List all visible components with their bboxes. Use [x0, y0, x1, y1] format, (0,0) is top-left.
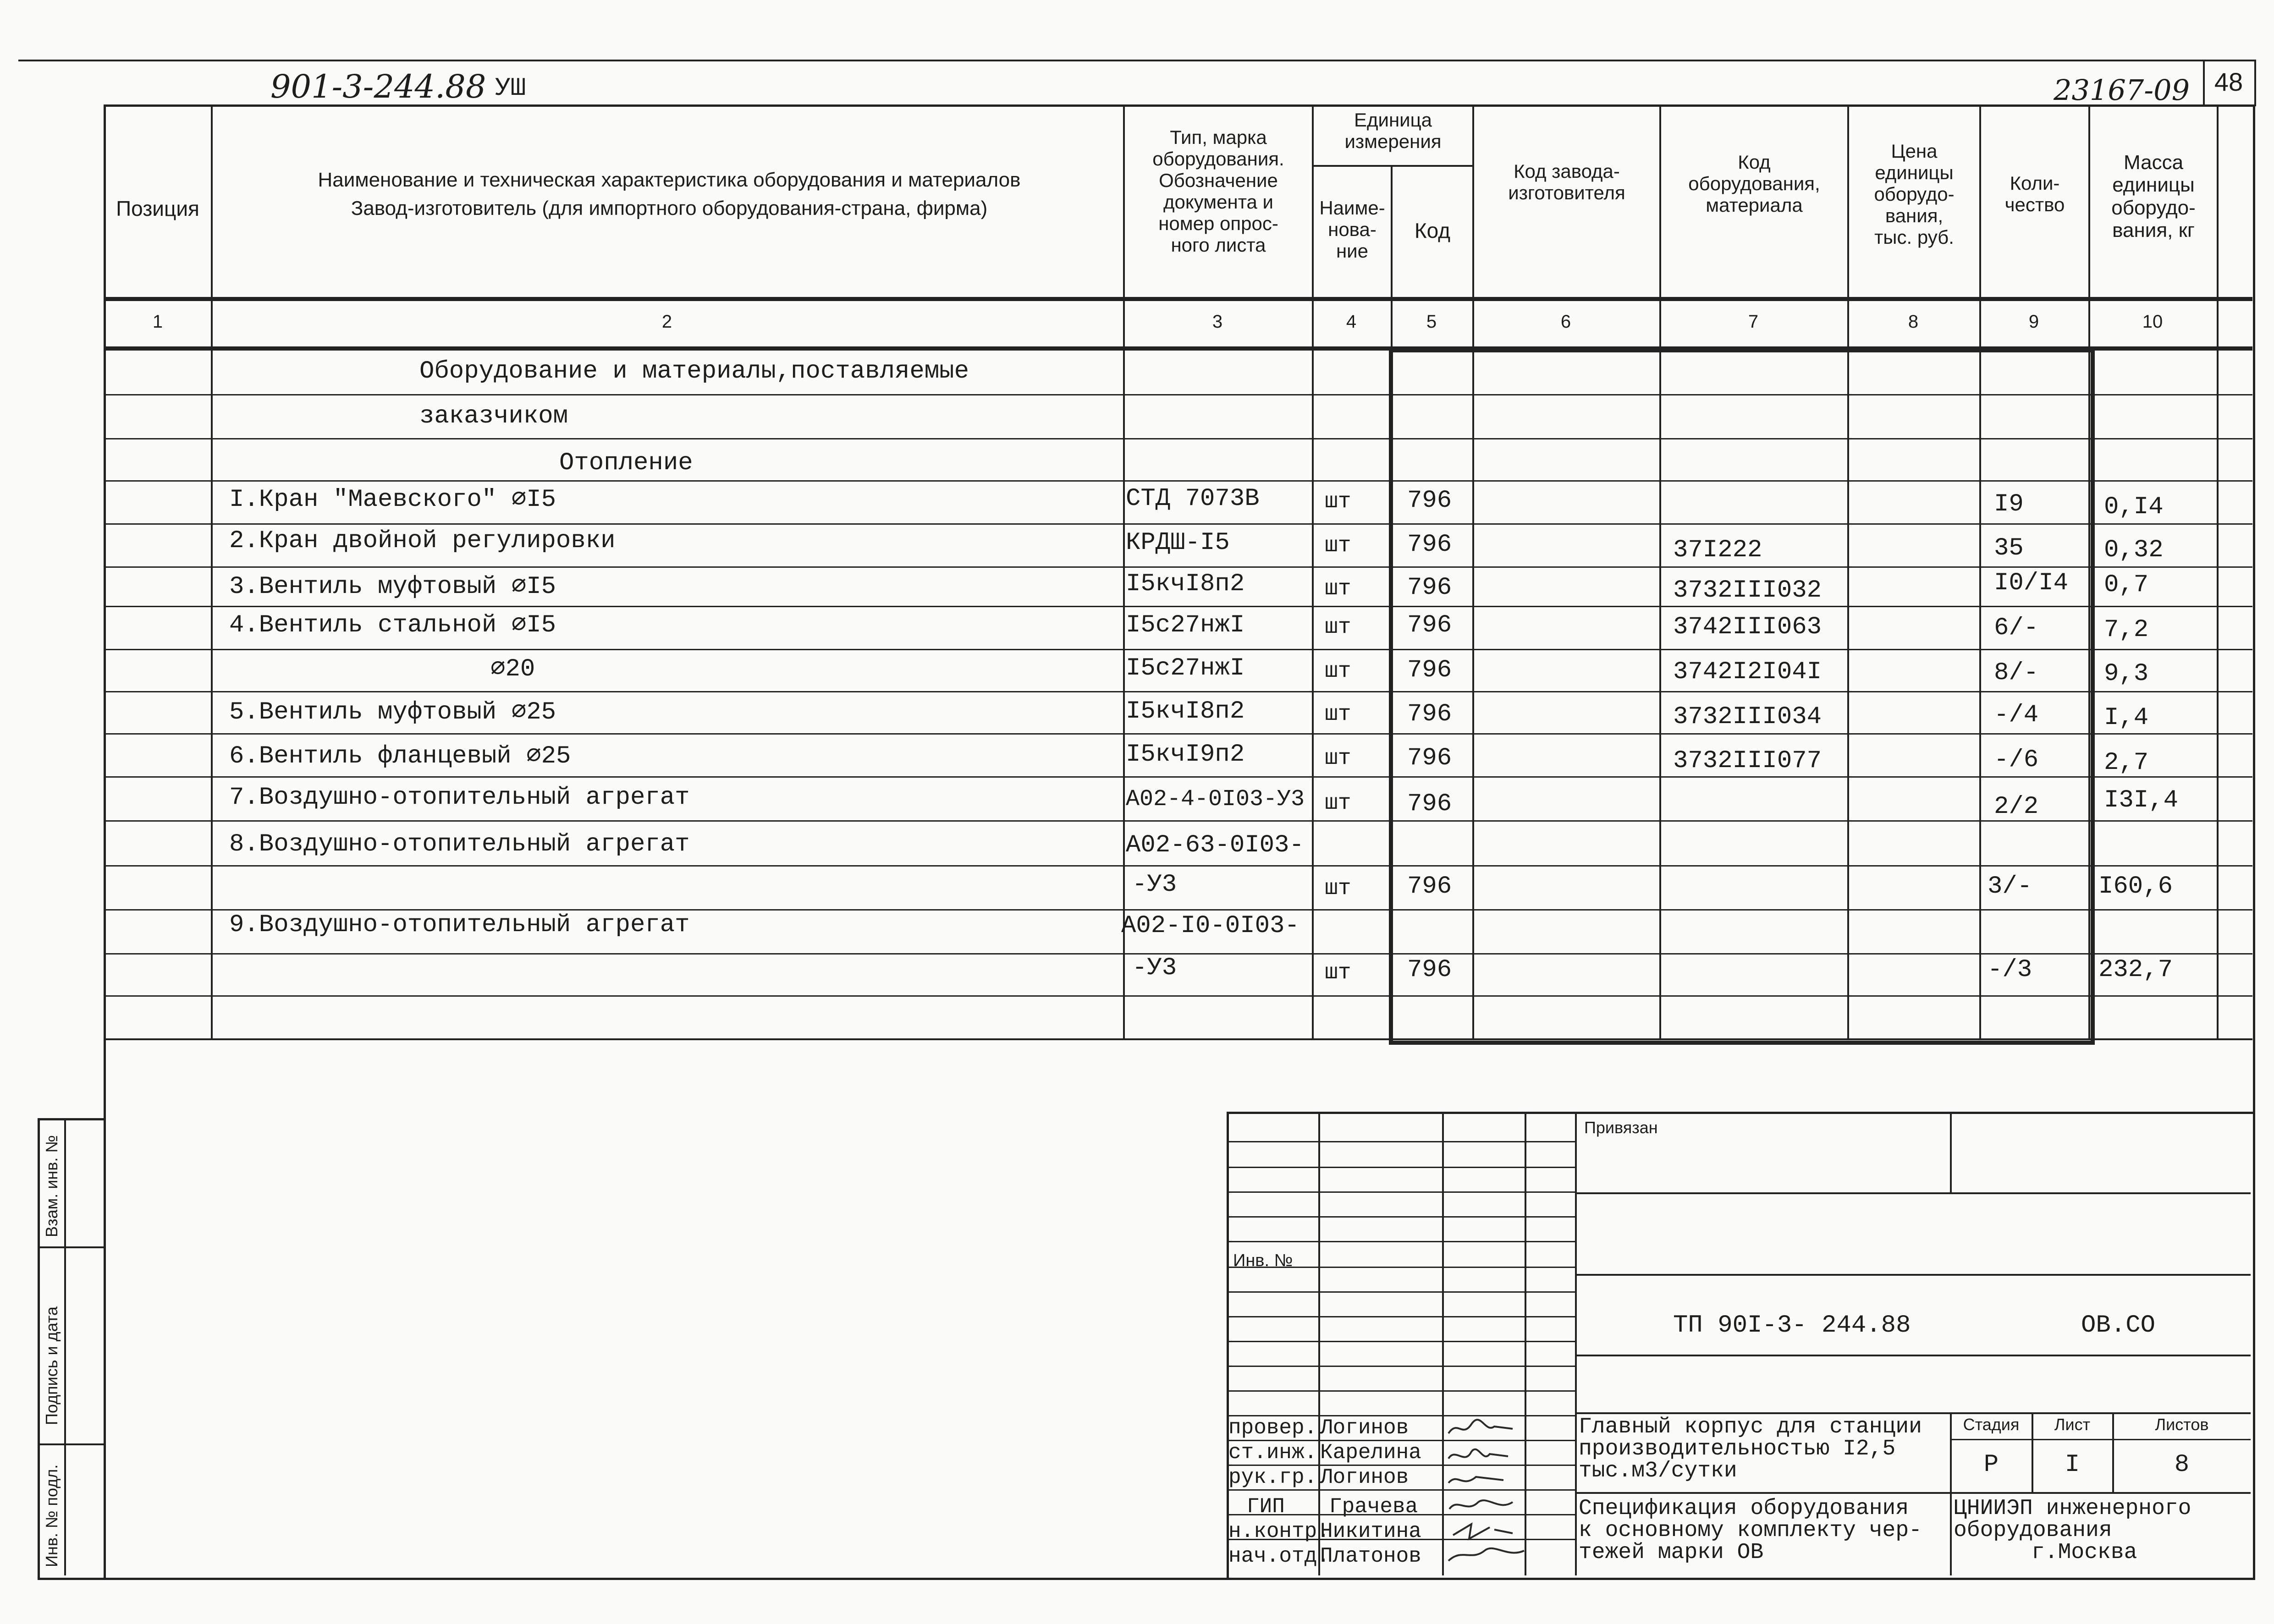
row-rule	[104, 995, 2252, 997]
signatory-name: Логинов	[1320, 1416, 1409, 1440]
album-mark: УШ	[495, 73, 526, 103]
col-header-quantity: Коли- чество	[2004, 172, 2065, 216]
item-mass: 0,I4	[2104, 493, 2164, 521]
item-type: СТД 7073В	[1126, 485, 1260, 513]
col-divider	[2217, 104, 2219, 1039]
item-quantity: 3/-	[1988, 872, 2032, 900]
section-heading: заказчиком	[419, 402, 568, 430]
item-unit-code: 796	[1407, 656, 1452, 684]
item-quantity: -/4	[1994, 701, 2039, 729]
sheets-label: Листов	[2155, 1415, 2209, 1434]
item-type: I5с27нжI	[1126, 654, 1245, 682]
item-unit: шт	[1325, 702, 1351, 727]
item-name: 6.Вентиль фланцевый ⌀25	[229, 742, 571, 770]
row-rule	[104, 733, 2252, 735]
stamp-divider	[1575, 1112, 1577, 1575]
item-quantity: 2/2	[1994, 793, 2039, 821]
col-header-equipment-code: Код оборудования, материала	[1688, 151, 1820, 216]
item-mass: I3I,4	[2104, 786, 2179, 814]
stamp-divider	[1950, 1112, 1952, 1194]
signatory-name: Карелина	[1320, 1441, 1421, 1465]
item-unit-code: 796	[1407, 790, 1452, 818]
col-header-maker-code: Код завода- изготовителя	[1508, 160, 1625, 204]
item-unit: шт	[1325, 576, 1351, 601]
col-number: 10	[2142, 312, 2163, 332]
item-unit-code: 796	[1407, 744, 1452, 772]
item-unit: шт	[1325, 659, 1351, 684]
object-title: Главный корпус для станции производительностью I2,5 тыс.м3/сутки	[1579, 1415, 1922, 1483]
col-number: 9	[2028, 312, 2039, 332]
stamp-divider	[1950, 1412, 1952, 1575]
top-rule	[18, 60, 2255, 61]
doc-code-handwritten: 901-3-244.88	[270, 68, 486, 105]
row-rule	[104, 649, 2252, 650]
col-header-unit-group: Единица измерения	[1344, 109, 1442, 153]
item-mass: 0,7	[2104, 571, 2149, 599]
row-rule	[104, 953, 2252, 955]
project-code: ТП 90I-3- 244.88	[1673, 1311, 1911, 1339]
item-quantity: 6/-	[1994, 614, 2039, 642]
item-quantity: I0/I4	[1994, 569, 2069, 597]
item-mass: I60,6	[2098, 872, 2173, 900]
stage-value: Р	[1983, 1451, 1999, 1479]
item-name: 2.Кран двойной регулировки	[229, 527, 616, 555]
signatory-role: провер.	[1228, 1416, 1317, 1440]
row-rule	[104, 865, 2252, 867]
side-label-replacement: Взам. инв. №	[42, 1135, 61, 1237]
sheet-value: I	[2065, 1451, 2080, 1479]
item-type: -У3	[1132, 871, 1177, 899]
item-equipment-code: 3742I2I04I	[1673, 658, 1822, 686]
item-name: 8.Воздушно-отопительный агрегат	[229, 830, 690, 858]
col-divider	[211, 104, 213, 1039]
item-type: I5кчI8п2	[1126, 697, 1245, 725]
stamp-rule	[1227, 1141, 1575, 1142]
inventory-label: Инв. №	[1233, 1251, 1293, 1270]
item-name: 4.Вентиль стальной ⌀I5	[229, 611, 556, 639]
item-unit: шт	[1325, 489, 1351, 514]
stamp-rule	[1950, 1439, 2251, 1440]
stamp-rule	[1227, 1291, 1575, 1293]
item-unit: шт	[1325, 876, 1351, 901]
sheet-number: 48	[2214, 67, 2243, 96]
signatory-role: рук.гр.	[1228, 1465, 1317, 1489]
col-header-mass: Масса единицы оборудо- вания, кг	[2111, 151, 2196, 241]
item-equipment-code: 37I222	[1673, 536, 1762, 564]
item-unit-code: 796	[1407, 531, 1452, 559]
col-number: 2	[661, 312, 672, 332]
stamp-rule	[1227, 1366, 1575, 1367]
side-strip-divider	[38, 1246, 104, 1248]
item-type: А02-4-0I03-У3	[1126, 786, 1305, 812]
organization: ЦНИИЭП инженерного оборудования г.Москва	[1954, 1496, 2191, 1565]
sheet-title: Спецификация оборудования к основному комплекту чер- тежей марки ОВ	[1579, 1496, 1922, 1565]
item-unit: шт	[1325, 533, 1351, 558]
col-header-unit-code: Код	[1414, 219, 1451, 242]
inventory-handwritten: 23167-09	[2054, 73, 2190, 107]
side-strip-divider	[64, 1118, 66, 1575]
item-equipment-code: 3732III077	[1673, 747, 1822, 775]
item-mass: 2,7	[2104, 749, 2149, 777]
side-label-signature-date: Подпись и дата	[42, 1306, 61, 1425]
row-rule	[104, 394, 2252, 395]
item-unit: шт	[1325, 791, 1351, 816]
signatory-role: нач.отд.	[1228, 1544, 1330, 1568]
item-unit: шт	[1325, 960, 1351, 985]
item-equipment-code: 3732III034	[1673, 703, 1822, 731]
item-type: КРДШ-I5	[1126, 529, 1230, 557]
stamp-rule	[1575, 1192, 2251, 1194]
row-rule	[104, 438, 2252, 439]
col-header-unit-name: Наиме- нова- ние	[1319, 197, 1385, 262]
item-mass: 7,2	[2104, 616, 2149, 644]
item-name: 5.Вентиль муфтовый ⌀25	[229, 698, 556, 726]
item-quantity: -/6	[1994, 746, 2039, 774]
item-name: 7.Воздушно-отопительный агрегат	[229, 784, 690, 812]
row-rule	[104, 606, 2252, 607]
highlighted-block	[1389, 348, 2095, 1045]
signatory-role: н.контр.	[1228, 1520, 1330, 1543]
stamp-rule	[1227, 1167, 1575, 1168]
table-bottom-rule	[104, 1038, 2252, 1040]
row-rule	[104, 566, 2252, 568]
stamp-rule	[1227, 1390, 1575, 1392]
row-rule	[104, 691, 2252, 692]
row-rule	[104, 523, 2252, 525]
signatory-name: Логинов	[1320, 1465, 1409, 1489]
item-type: I5кчI9п2	[1126, 741, 1245, 768]
item-unit-code: 796	[1407, 611, 1452, 639]
col-number: 3	[1212, 312, 1223, 332]
row-rule	[104, 909, 2252, 911]
item-quantity: 8/-	[1994, 659, 2039, 687]
row-rule	[104, 820, 2252, 822]
stamp-rule	[1227, 1191, 1575, 1193]
col-header-name-line2: Завод-изготовитель (для импортного оборудования-страна, фирма)	[351, 197, 988, 219]
sheet-label: Лист	[2054, 1415, 2091, 1434]
col-number: 8	[1908, 312, 1919, 332]
side-strip-divider	[38, 1443, 104, 1445]
section-heading: Оборудование и материалы,поставляемые	[419, 357, 969, 385]
sheets-value: 8	[2174, 1451, 2190, 1479]
col-header-position: Позиция	[116, 197, 199, 220]
item-unit-code: 796	[1407, 487, 1452, 515]
item-quantity: 35	[1994, 534, 2024, 562]
stamp-divider	[1318, 1112, 1320, 1575]
col-number: 4	[1346, 312, 1357, 332]
attached-label: Привязан	[1584, 1118, 1658, 1137]
col-header-name-line1: Наименование и техническая характеристика оборудования и материалов	[318, 169, 1021, 191]
item-unit-code: 796	[1407, 956, 1452, 984]
item-type: А02-63-0I03-	[1126, 831, 1304, 859]
item-quantity: -/3	[1988, 956, 2032, 984]
item-unit: шт	[1325, 615, 1351, 640]
item-name: ⌀20	[490, 655, 535, 683]
stamp-rule	[1227, 1216, 1575, 1218]
stamp-rule	[1575, 1492, 2251, 1494]
item-unit-code: 796	[1407, 700, 1452, 728]
col-number: 1	[152, 312, 163, 332]
item-type: I5с27нжI	[1126, 611, 1245, 639]
item-name: 9.Воздушно-отопительный агрегат	[229, 911, 690, 939]
item-equipment-code: 3742III063	[1673, 613, 1822, 641]
row-rule	[104, 776, 2252, 778]
item-mass: I,4	[2104, 704, 2149, 732]
drawing-mark: ОВ.СО	[2081, 1311, 2156, 1339]
item-name: 3.Вентиль муфтовый ⌀I5	[229, 573, 556, 601]
header-bottom-rule	[104, 297, 2252, 301]
item-quantity: I9	[1994, 490, 2024, 518]
stage-label: Стадия	[1963, 1415, 2020, 1434]
item-type: I5кчI8п2	[1126, 570, 1245, 598]
col-number: 6	[1560, 312, 1571, 332]
signatory-name: Никитина	[1320, 1520, 1421, 1543]
item-equipment-code: 3732III032	[1673, 576, 1822, 604]
signatory-role: ст.инж.	[1228, 1441, 1317, 1465]
stamp-rule	[1227, 1316, 1575, 1317]
stamp-rule	[1227, 1241, 1575, 1242]
item-type: -У3	[1132, 954, 1177, 982]
stamp-rule	[1575, 1355, 2251, 1356]
stamp-rule	[1227, 1341, 1575, 1342]
signature-marks	[1444, 1415, 1531, 1566]
row-rule	[104, 480, 2252, 482]
col-number: 5	[1426, 312, 1437, 332]
item-mass: 232,7	[2098, 956, 2173, 984]
col-header-type: Тип, марка оборудования. Обозначение документа и номер опрос- ного листа	[1152, 126, 1284, 256]
item-unit-code: 796	[1407, 574, 1452, 602]
item-unit: шт	[1325, 746, 1351, 771]
item-mass: 9,3	[2104, 660, 2149, 688]
signatory-role: ГИП	[1247, 1495, 1285, 1519]
stamp-rule	[1575, 1274, 2251, 1276]
item-mass: 0,32	[2104, 536, 2164, 564]
stamp-rule	[1575, 1412, 2251, 1414]
item-unit-code: 796	[1407, 872, 1452, 900]
signatory-name: Грачева	[1329, 1495, 1418, 1519]
side-label-original-inventory: Инв. № подл.	[42, 1464, 61, 1567]
item-name: I.Кран "Маевского" ⌀I5	[229, 486, 556, 514]
signatory-name: Платонов	[1320, 1544, 1421, 1568]
header-subdivider	[1312, 165, 1472, 167]
section-heading: Отопление	[559, 449, 693, 477]
item-type: А02-I0-0I03-	[1121, 912, 1299, 940]
col-header-price: Цена единицы оборудо- вания, тыс. руб.	[1874, 140, 1955, 248]
col-number: 7	[1748, 312, 1759, 332]
